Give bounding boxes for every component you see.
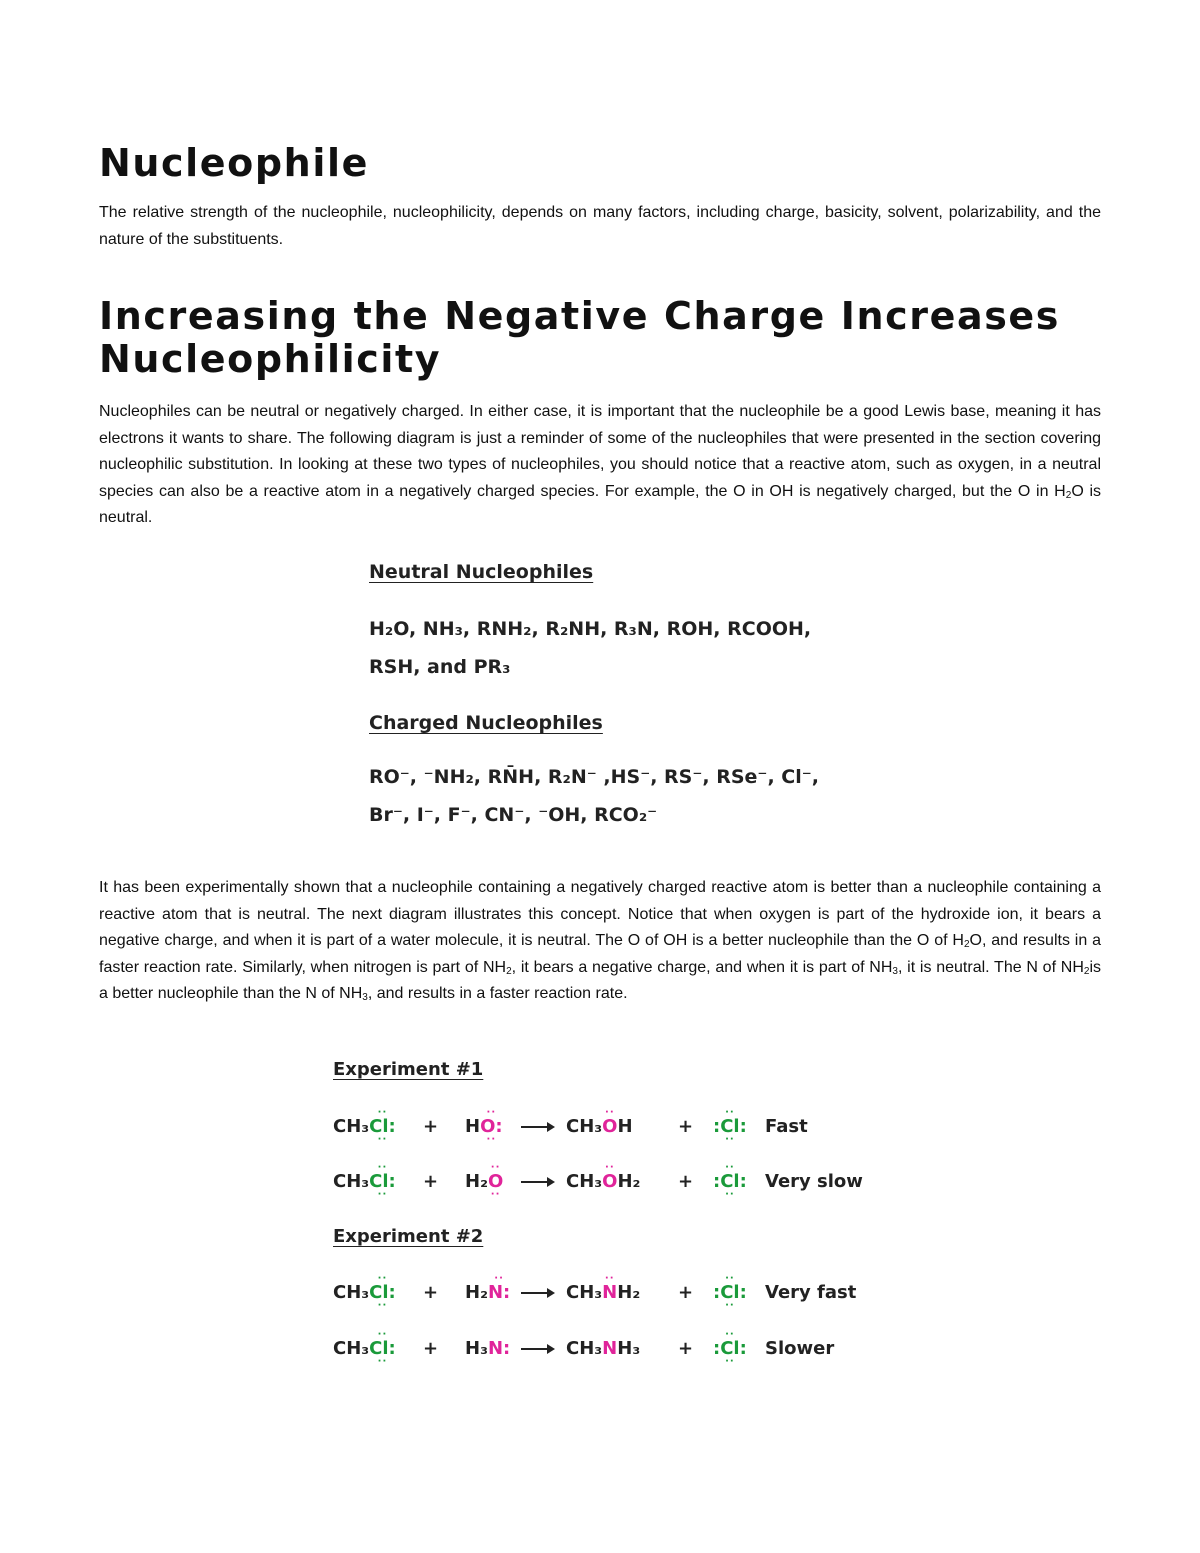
nucleophile: H₂ ·· N: [465,1273,511,1303]
substrate: CH₃ ·· Cl: ·· [333,1107,396,1145]
charged-nucleophiles-line-2: Br⁻, I⁻, F⁻, CN⁻, ⁻OH, RCO₂⁻ [369,804,658,826]
rate-label: Very slow [765,1171,863,1192]
chlorine-atom: ·· Cl: ·· [369,1107,396,1145]
nucleophile: H₂ ·· O ·· [465,1162,504,1200]
product: CH₃ ·· OH [566,1107,633,1137]
reaction-arrow [521,1171,553,1192]
section-paragraph-2: It has been experimentally shown that a nucleophile containing a negatively charged reactive atom is better than a nucleophile containing a reactive atom that is neutral. The next diagram illustrates this concept. Notice that when oxygen is part of the hydroxide ion, it bears a negative charge, and when it is part of a water molecule, it is neutral. The O of OH is a better nucleophile than the O of $H_2O$, and results in a faster reaction rate. Similarly, when nitrogen is part of $NH_2$, it bears a negative charge, and when it is part of $NH_3$, it is neutral. The N of $NH_2is$ a better nucleophile than the N of $NH_3$, and results in a faster reaction rate. [99,879,1102,1003]
reaction-arrow [521,1282,553,1303]
plus-sign: + [678,1116,694,1137]
chlorine-atom: ·· Cl: ·· [369,1273,396,1311]
reaction-row [333,1328,893,1368]
neutral-nucleophiles-heading: Neutral Nucleophiles [369,561,594,583]
reaction-row [333,1106,893,1146]
neutral-nucleophiles-line-1: H₂O, NH₃, RNH₂, R₂NH, R₃N, ROH, RCOOH, [369,618,812,640]
intro-paragraph: The relative strength of the nucleophile, nucleophilicity, depends on many factors, including charge, basicity, solvent, polarizability, and the nature of the substituents. [99,204,1101,248]
plus-sign: + [423,1282,439,1303]
chloride-ion: ·· :Cl: ·· [713,1107,747,1145]
nucleophile: H ·· O: ·· [465,1107,503,1145]
neutral-nucleophiles-line-2: RSH, and PR₃ [369,656,511,678]
product: CH₃ ·· OH₂ [566,1162,641,1192]
nucleophile: H₃N: [465,1338,511,1359]
experiments-figure [333,1056,893,1386]
chlorine-atom: ·· Cl: ·· [369,1329,396,1367]
chlorine-atom: ·· Cl: ·· [369,1162,396,1200]
section-paragraph-1: Nucleophiles can be neutral or negatively charged. In either case, it is important that the nucleophile be a good Lewis base, meaning it has electrons it wants to share. The following diagram is just a reminder of some of the nucleophiles that were presented in the section covering nucleophilic substitution. In looking at these two types of nucleophiles, you should notice that a reactive atom, such as oxygen, in a neutral species can also be a reactive atom in a negatively charged species. For example, the O in OH is negatively charged, but the O in $H_2O$ is neutral. [99,403,1102,526]
charged-nucleophiles-heading: Charged Nucleophiles [369,712,603,734]
plus-sign: + [423,1338,439,1359]
substrate: CH₃ ·· Cl: ·· [333,1162,396,1200]
reaction-row [333,1161,893,1201]
substrate: CH₃ ·· Cl: ·· [333,1329,396,1367]
experiment-1-heading: Experiment #1 [333,1059,484,1080]
plus-sign: + [678,1338,694,1359]
plus-sign: + [423,1171,439,1192]
chloride-ion: ·· :Cl: ·· [713,1273,747,1311]
reaction-row [333,1272,893,1312]
page-title: Nucleophile [99,141,369,185]
reaction-arrow [521,1338,553,1359]
plus-sign: + [678,1171,694,1192]
reaction-arrow [521,1116,553,1137]
plus-sign: + [678,1282,694,1303]
rate-label: Very fast [765,1282,857,1303]
plus-sign: + [423,1116,439,1137]
product: CH₃NH₃ [566,1338,641,1359]
rate-label: Slower [765,1338,835,1359]
product: CH₃ ·· NH₂ [566,1273,641,1303]
experiment-2-heading: Experiment #2 [333,1226,484,1247]
section-heading: Increasing the Negative Charge Increases Nucleophilicity [99,294,1061,381]
charged-nucleophiles-line-1: RO⁻, ⁻NH₂, RN̄H, R₂N⁻ ,HS⁻, RS⁻, RSe⁻, Cl⁻, [369,766,819,788]
substrate: CH₃ ·· Cl: ·· [333,1273,396,1311]
chloride-ion: ·· :Cl: ·· [713,1162,747,1200]
rate-label: Fast [765,1116,808,1137]
chloride-ion: ·· :Cl: ·· [713,1329,747,1367]
